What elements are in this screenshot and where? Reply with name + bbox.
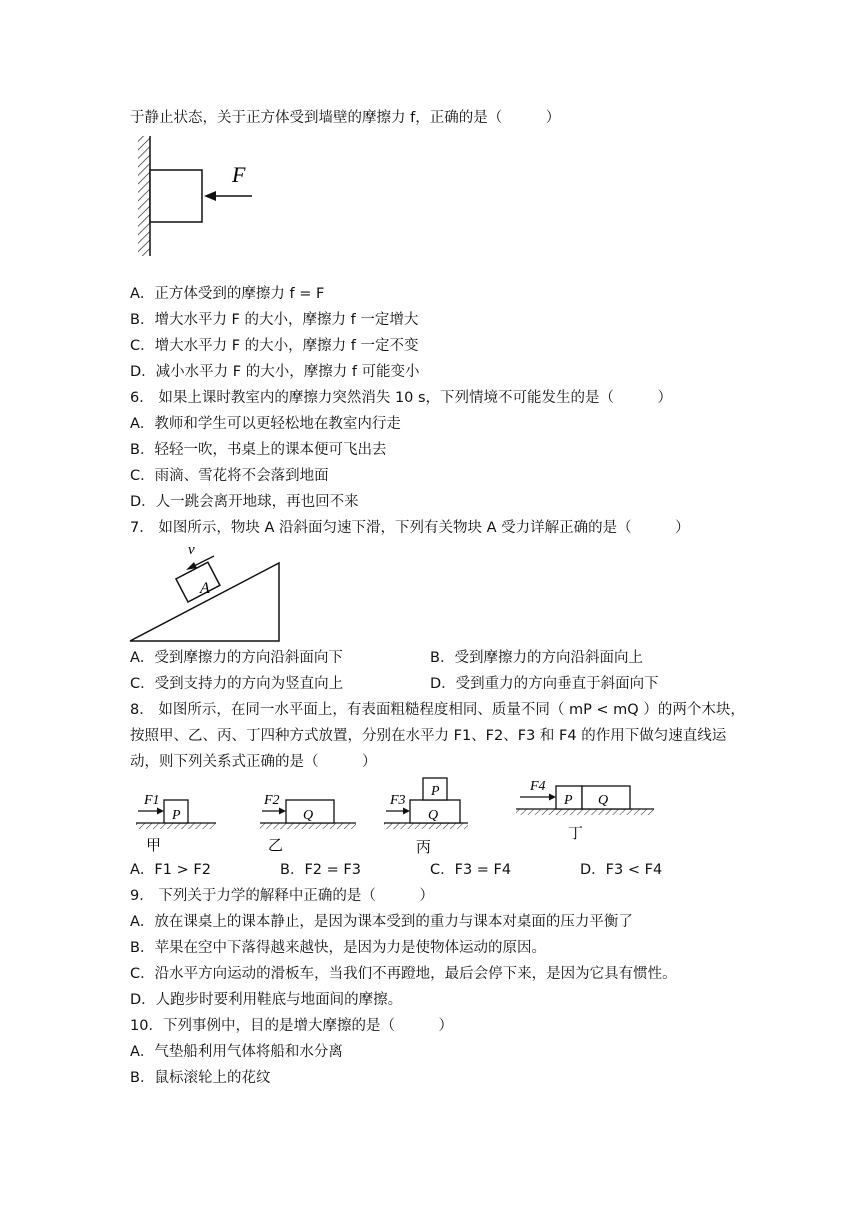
q8-stem-line2: 按照甲、乙、丙、丁四种方式放置，分别在水平力 F1、F2、F3 和 F4 的作用下做匀速直线运 [130, 728, 727, 744]
q10-option-a: A．气垫船利用气体将船和水分离 [130, 1044, 343, 1060]
q7-stem: 7． 如图所示，物块 A 沿斜面匀速下滑，下列有关物块 A 受力详解正确的是（ ） [130, 520, 690, 536]
fig-bing-block-bottom: Q [428, 808, 439, 823]
fig-ding-block-q: Q [598, 793, 609, 808]
q7-option-d: D．受到重力的方向垂直于斜面向下 [430, 676, 659, 692]
force-arrowhead [204, 191, 216, 201]
cube [150, 170, 202, 222]
q5-option-d: D．减小水平力 F 的大小，摩擦力 f 可能变小 [130, 364, 420, 380]
q8-option-d: D．F3 < F4 [580, 862, 663, 878]
fig-jia-force: F1 [144, 793, 160, 808]
velocity-label: v [188, 542, 195, 558]
q9-option-b: B．苹果在空中下落得越来越快，是因为力是使物体运动的原因。 [130, 940, 546, 956]
q6-stem: 6． 如果上课时教室内的摩擦力突然消失 10 s，下列情境不可能发生的是（ ） [130, 390, 673, 406]
blocks-figure [128, 776, 658, 860]
q9-option-a: A．放在课桌上的课本静止，是因为课本受到的重力与课本对桌面的压力平衡了 [130, 914, 633, 930]
fig-yi-caption: 乙 [268, 838, 284, 854]
q8-stem-line3: 动，则下列关系式正确的是（ ） [130, 754, 377, 770]
q8-option-c: C．F3 = F4 [430, 862, 512, 878]
q5-option-b: B．增大水平力 F 的大小，摩擦力 f 一定增大 [130, 312, 419, 328]
q7-option-c: C．受到支持力的方向为竖直向上 [130, 676, 344, 692]
fig-yi-force: F2 [264, 793, 280, 808]
q10-option-b: B．鼠标滚轮上的花纹 [130, 1070, 271, 1086]
q6-option-a: A．教师和学生可以更轻松地在教室内行走 [130, 416, 401, 432]
q8-stem-line1: 8． 如图所示，在同一水平面上，有表面粗糙程度相同、质量不同（ mP < mQ ）的两个木块， [130, 702, 745, 718]
q7-option-b: B．受到摩擦力的方向沿斜面向上 [430, 650, 643, 666]
fig-bing-block-top: P [431, 784, 440, 799]
q6-option-c: C．雨滴、雪花将不会落到地面 [130, 468, 329, 484]
fig-yi [260, 793, 356, 854]
fig-jia-caption: 甲 [146, 838, 162, 854]
wall-cube-figure [128, 134, 268, 258]
wall-hatch [138, 136, 150, 256]
q10-stem: 10．下列事例中，目的是增大摩擦的是（ ） [130, 1018, 453, 1034]
q5-option-c: C．增大水平力 F 的大小，摩擦力 f 一定不变 [130, 338, 419, 354]
fig-ding-force: F4 [530, 779, 546, 794]
fig-yi-block: Q [303, 808, 314, 823]
q5-option-a: A．正方体受到的摩擦力 f = F [130, 286, 325, 302]
block-label: A [200, 580, 210, 597]
q8-option-a: A．F1 > F2 [130, 862, 211, 878]
fig-ding [516, 779, 654, 842]
fig-ding-caption: 丁 [568, 826, 584, 842]
fig-bing-force: F3 [390, 793, 406, 808]
q6-option-b: B．轻轻一吹，书桌上的课本便可飞出去 [130, 442, 387, 458]
fig-jia [136, 793, 216, 854]
q9-option-d: D．人跑步时要利用鞋底与地面间的摩擦。 [130, 992, 403, 1008]
block-a [176, 562, 220, 602]
incline-figure [128, 540, 288, 646]
fig-bing-caption: 丙 [416, 840, 432, 856]
question-5-stem: 于静止状态，关于正方体受到墙壁的摩擦力 f，正确的是（ ） [130, 110, 561, 126]
q8-option-b: B．F2 = F3 [280, 862, 361, 878]
q9-stem: 9． 下列关于力学的解释中正确的是（ ） [130, 888, 434, 904]
force-label: F [232, 162, 246, 187]
fig-bing [384, 778, 468, 856]
q7-option-a: A．受到摩擦力的方向沿斜面向下 [130, 650, 343, 666]
fig-ding-block-p: P [564, 793, 573, 808]
q9-option-c: C．沿水平方向运动的滑板车，当我们不再蹬地，最后会停下来，是因为它具有惯性。 [130, 966, 677, 982]
fig-jia-block: P [172, 808, 181, 823]
q6-option-d: D．人一跳会离开地球，再也回不来 [130, 494, 359, 510]
